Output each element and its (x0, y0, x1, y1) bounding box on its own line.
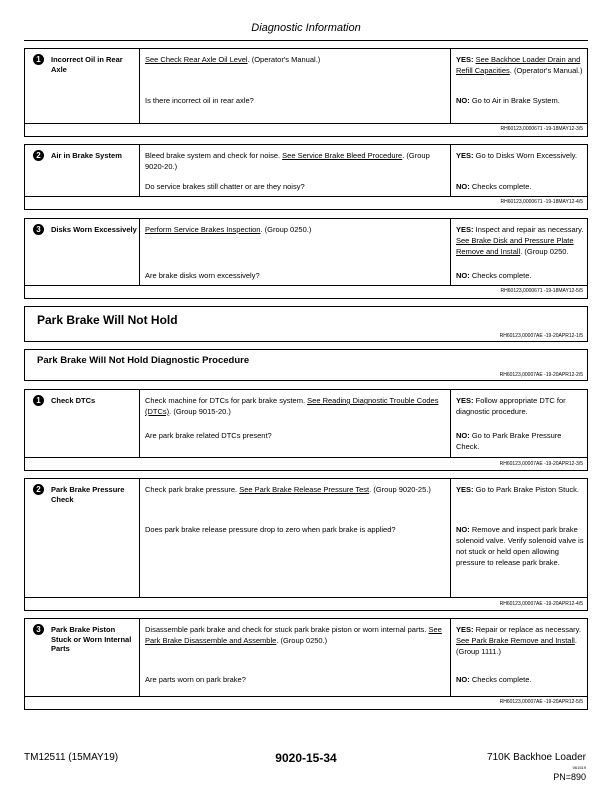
step-box-park-brake-piston (24, 618, 588, 710)
section-reference: RH60123,00007AE -19-20APR12-2/5 (499, 372, 583, 378)
link-brake-disk-remove-install[interactable]: See Brake Disk and Pressure Plate Remove and Install (456, 236, 574, 256)
step-reference: RH60123,0000671 -19-18MAY12-4/5 (500, 199, 583, 205)
step-yes-result: YES: Follow appropriate DTC for diagnostic procedure. (456, 396, 566, 416)
link-check-rear-axle-oil[interactable]: See Check Rear Axle Oil Level (145, 55, 248, 64)
step-yes-result: YES: Inspect and repair as necessary. See Brake Disk and Pressure Plate Remove and Install. (Group 0250. (456, 225, 584, 256)
link-drain-refill-capacities[interactable]: See Backhoe Loader Drain and Refill Capacities (456, 55, 581, 75)
step-title: Park Brake Piston Stuck or Worn Internal Parts (51, 625, 132, 653)
link-service-brake-bleed[interactable]: See Service Brake Bleed Procedure (282, 151, 403, 160)
step-box-incorrect-oil (24, 48, 588, 137)
page-header-title: Diagnostic Information (251, 22, 361, 34)
link-service-brakes-inspection[interactable]: Perform Service Brakes Inspection (145, 225, 261, 234)
link-reading-dtcs[interactable]: See Reading Diagnostic Trouble Codes (DTCs) (145, 396, 439, 416)
step-yes-result: YES: Go to Park Brake Piston Stuck. (456, 485, 579, 494)
step-reference: RH60123,0000671 -19-18MAY12-3/5 (500, 126, 583, 132)
step-no-result: NO: Checks complete. (456, 675, 532, 684)
step-title: Air in Brake System (51, 151, 122, 160)
step-number-badge: 2 (33, 484, 44, 495)
step-question: Is there incorrect oil in rear axle? (145, 96, 254, 105)
step-check-text: See Check Rear Axle Oil Level. (Operator's Manual.) (145, 55, 321, 64)
step-question: Are brake disks worn excessively? (145, 271, 260, 280)
step-question: Are parts worn on park brake? (145, 675, 246, 684)
section-park-brake-will-not-hold (24, 306, 588, 342)
step-number-badge: 1 (33, 54, 44, 65)
footer-tm-number: TM12511 (15MAY19) (24, 752, 119, 763)
link-park-brake-disassemble[interactable]: See Park Brake Disassemble and Assemble (145, 625, 442, 645)
step-number-badge: 3 (33, 224, 44, 235)
step-no-result: NO: Go to Park Brake Pressure Check. (456, 431, 562, 451)
step-box-check-dtcs (24, 389, 588, 471)
step-number-badge: 2 (33, 150, 44, 161)
step-number-badge: 1 (33, 395, 44, 406)
step-yes-result: YES: See Backhoe Loader Drain and Refill Capacities. (Operator's Manual.) (456, 55, 583, 75)
section-title: Park Brake Will Not Hold Diagnostic Procedure (37, 355, 250, 366)
step-yes-result: YES: Go to Disks Worn Excessively. (456, 151, 578, 160)
step-title: Park Brake Pressure Check (51, 485, 125, 504)
step-title: Incorrect Oil in Rear Axle (51, 55, 123, 74)
step-question: Does park brake release pressure drop to zero when park brake is applied? (145, 525, 396, 534)
step-reference: RH60123,00007AE -19-20APR12-5/5 (499, 699, 583, 705)
step-no-result: NO: Go to Air in Brake System. (456, 96, 560, 105)
step-no-result: NO: Remove and inspect park brake solenoid valve. Verify solenoid valve is not stuck or held open allowing pressure to release park brake. (456, 525, 584, 567)
step-number-badge: 3 (33, 624, 44, 635)
step-check-text: Check park brake pressure. See Park Brake Release Pressure Test. (Group 9020-25.) (145, 485, 431, 494)
footer-pn: PN=890 (553, 772, 586, 782)
link-park-brake-remove-install[interactable]: See Park Brake Remove and Install (456, 636, 575, 645)
section-diagnostic-procedure (24, 349, 588, 381)
section-title: Park Brake Will Not Hold (37, 313, 178, 327)
step-box-air-in-brake (24, 144, 588, 210)
step-box-disks-worn (24, 218, 588, 299)
footer-machine-name: 710K Backhoe Loader (487, 752, 586, 763)
section-reference: RH60123,00007AE -19-20APR12-1/5 (499, 333, 583, 339)
step-check-text: Check machine for DTCs for park brake system. See Reading Diagnostic Trouble Codes (DTCs). (Group 9015-20.) (145, 396, 439, 416)
step-check-text: Perform Service Brakes Inspection. (Group 0250.) (145, 225, 312, 234)
step-question: Are park brake related DTCs present? (145, 431, 272, 440)
step-no-result: NO: Checks complete. (456, 182, 532, 191)
footer-page-number: 9020-15-34 (275, 751, 337, 765)
step-reference: RH60123,00007AE -19-20APR12-3/5 (499, 461, 583, 467)
step-check-text: Disassemble park brake and check for stuck park brake piston or worn internal parts. See Park Brake Disassemble and Assemble. (Group 0250.) (145, 625, 442, 645)
link-park-brake-release-pressure[interactable]: See Park Brake Release Pressure Test (239, 485, 370, 494)
step-no-result: NO: Checks complete. (456, 271, 532, 280)
step-title: Check DTCs (51, 396, 96, 405)
step-question: Do service brakes still chatter or are they noisy? (145, 182, 305, 191)
step-yes-result: YES: Repair or replace as necessary. See Park Brake Remove and Install. (Group 1111.) (456, 625, 581, 656)
step-check-text: Bleed brake system and check for noise. See Service Brake Bleed Procedure. (Group 9020-20.) (145, 151, 430, 171)
footer-small-code: 061519 (572, 765, 586, 770)
step-reference: RH60123,00007AE -19-20APR12-4/5 (499, 601, 583, 607)
step-reference: RH60123,0000671 -19-18MAY12-5/5 (500, 288, 583, 294)
step-box-park-brake-pressure (24, 478, 588, 611)
header-rule (24, 40, 588, 41)
step-title: Disks Worn Excessively (51, 225, 137, 234)
